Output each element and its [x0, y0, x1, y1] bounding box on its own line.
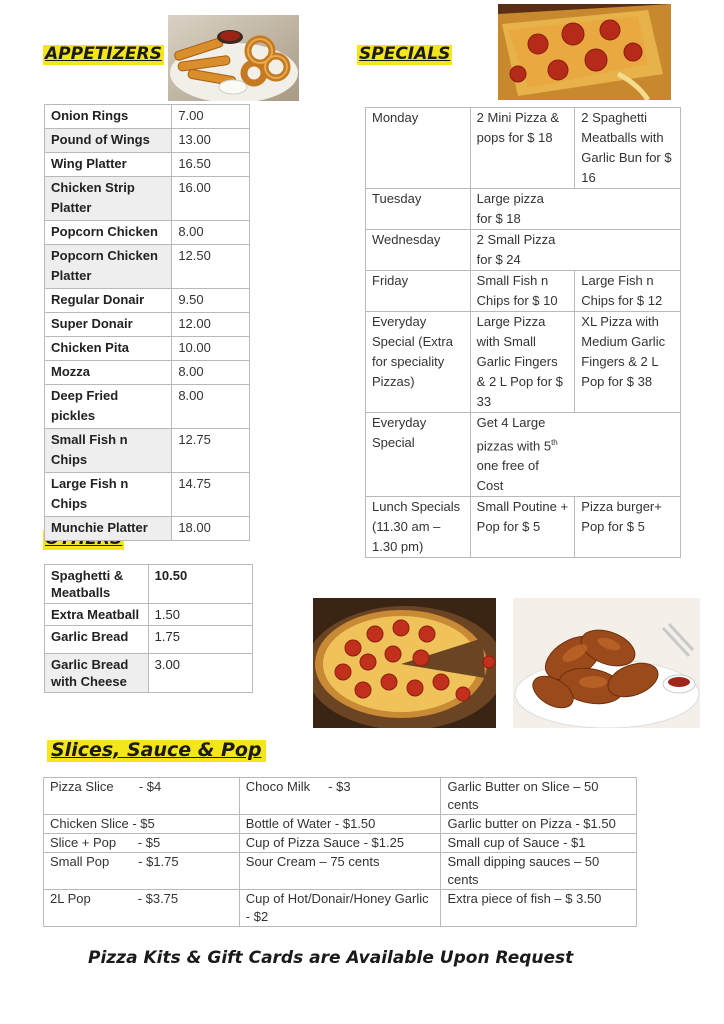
item-name: Popcorn Chicken: [45, 221, 172, 245]
table-row: [45, 626, 253, 654]
pepperoni-pizza-photo: [313, 598, 496, 728]
table-row: [45, 129, 250, 153]
item-name: Large Fish n Chips: [45, 473, 172, 517]
item-price: 10.50: [148, 565, 252, 604]
menu-cell: 2L Pop - $3.75: [44, 890, 240, 927]
item-name: Chicken Pita: [45, 337, 172, 361]
special-offer: 2 Small Pizza for $ 24: [470, 230, 680, 271]
offer-text: one free of Cost: [476, 458, 539, 494]
menu-cell: Small cup of Sauce - $1: [441, 834, 637, 853]
menu-cell: Garlic butter on Pizza - $1.50: [441, 815, 637, 834]
item-price: 8.00: [172, 361, 250, 385]
special-offer: Small Fish n Chips for $ 10: [470, 271, 575, 312]
menu-cell: Sour Cream – 75 cents: [239, 853, 441, 890]
table-row: [44, 890, 637, 927]
special-offer: 2 Mini Pizza & pops for $ 18: [470, 108, 575, 189]
item-name: Pound of Wings: [45, 129, 172, 153]
table-row: [45, 337, 250, 361]
item-name: Popcorn Chicken Platter: [45, 245, 172, 289]
table-row: [366, 497, 681, 558]
table-row: [366, 413, 681, 497]
appetizers-heading: APPETIZERS: [45, 44, 162, 64]
table-row: [45, 177, 250, 221]
table-row: [45, 289, 250, 313]
specials-table: [365, 107, 681, 558]
special-day: Everyday Special (Extra for speciality Pizzas): [366, 312, 471, 413]
table-row: [45, 604, 253, 626]
item-price: 14.75: [172, 473, 250, 517]
special-offer: 2 Spaghetti Meatballs with Garlic Bun for $ 16: [575, 108, 681, 189]
chicken-wings-photo: [513, 598, 700, 728]
table-row: [45, 245, 250, 289]
appetizer-photo: [168, 15, 299, 101]
item-price: 12.00: [172, 313, 250, 337]
item-price: 12.50: [172, 245, 250, 289]
table-row: [45, 105, 250, 129]
menu-cell: Bottle of Water - $1.50: [239, 815, 441, 834]
item-price: 1.50: [148, 604, 252, 626]
item-name: Mozza: [45, 361, 172, 385]
item-price: 18.00: [172, 517, 250, 541]
item-name: Onion Rings: [45, 105, 172, 129]
menu-cell: Small Pop - $1.75: [44, 853, 240, 890]
specials-heading: SPECIALS: [359, 44, 451, 64]
menu-cell: Small dipping sauces – 50 cents: [441, 853, 637, 890]
special-offer: XL Pizza with Medium Garlic Fingers & 2 L Pop for $ 38: [575, 312, 681, 413]
item-price: 1.75: [148, 626, 252, 654]
table-row: [366, 271, 681, 312]
table-row: [45, 473, 250, 517]
menu-cell: Slice + Pop - $5: [44, 834, 240, 853]
footer-note: Pizza Kits & Gift Cards are Available Upon Request: [88, 948, 574, 968]
item-name: Chicken Strip Platter: [45, 177, 172, 221]
menu-cell: Chicken Slice - $5: [44, 815, 240, 834]
table-row: [366, 189, 681, 230]
table-row: [45, 517, 250, 541]
menu-cell: Choco Milk - $3: [239, 778, 441, 815]
menu-cell: Cup of Hot/Donair/Honey Garlic - $2: [239, 890, 441, 927]
item-name: Garlic Bread: [45, 626, 149, 654]
slices-heading: Slices, Sauce & Pop: [47, 740, 266, 762]
menu-cell: Extra piece of fish – $ 3.50: [441, 890, 637, 927]
special-day: Wednesday: [366, 230, 471, 271]
special-offer: [470, 413, 680, 497]
special-offer: Large Pizza with Small Garlic Fingers & 2 L Pop for $ 33: [470, 312, 575, 413]
table-row: [45, 221, 250, 245]
table-row: [45, 385, 250, 429]
table-row: [45, 313, 250, 337]
special-day: Friday: [366, 271, 471, 312]
item-price: 13.00: [172, 129, 250, 153]
table-row: [45, 361, 250, 385]
item-name: Wing Platter: [45, 153, 172, 177]
item-price: 8.00: [172, 385, 250, 429]
menu-cell: Pizza Slice - $4: [44, 778, 240, 815]
item-price: 16.50: [172, 153, 250, 177]
special-offer: Small Poutine + Pop for $ 5: [470, 497, 575, 558]
item-price: 7.00: [172, 105, 250, 129]
item-price: 10.00: [172, 337, 250, 361]
item-price: 12.75: [172, 429, 250, 473]
table-row: [45, 153, 250, 177]
special-offer: Large pizza for $ 18: [470, 189, 680, 230]
item-name: Super Donair: [45, 313, 172, 337]
offer-superscript: th: [551, 438, 558, 447]
special-offer: Pizza burger+ Pop for $ 5: [575, 497, 681, 558]
offer-text: Get 4 Large pizzas with 5: [476, 415, 552, 454]
table-row: [44, 778, 637, 815]
item-price: 9.50: [172, 289, 250, 313]
table-row: [45, 654, 253, 693]
table-row: [44, 815, 637, 834]
item-name: Regular Donair: [45, 289, 172, 313]
item-name: Small Fish n Chips: [45, 429, 172, 473]
menu-cell: Cup of Pizza Sauce - $1.25: [239, 834, 441, 853]
appetizers-table: [44, 104, 250, 541]
special-day: Monday: [366, 108, 471, 189]
slices-sauce-pop-table: [43, 777, 637, 927]
pizza-slice-photo: [498, 4, 671, 100]
item-name: Extra Meatball: [45, 604, 149, 626]
special-day: Tuesday: [366, 189, 471, 230]
special-offer: Large Fish n Chips for $ 12: [575, 271, 681, 312]
table-row: [44, 853, 637, 890]
special-day: Lunch Specials (11.30 am – 1.30 pm): [366, 497, 471, 558]
table-row: [366, 108, 681, 189]
item-price: 8.00: [172, 221, 250, 245]
item-price: 3.00: [148, 654, 252, 693]
item-name: Garlic Bread with Cheese: [45, 654, 149, 693]
special-day: Everyday Special: [366, 413, 471, 497]
item-name: Deep Fried pickles: [45, 385, 172, 429]
item-name: Spaghetti & Meatballs: [45, 565, 149, 604]
item-price: 16.00: [172, 177, 250, 221]
item-name: Munchie Platter: [45, 517, 172, 541]
table-row: [44, 834, 637, 853]
table-row: [45, 565, 253, 604]
menu-cell: Garlic Butter on Slice – 50 cents: [441, 778, 637, 815]
others-table: [44, 564, 253, 693]
table-row: [366, 230, 681, 271]
table-row: [45, 429, 250, 473]
table-row: [366, 312, 681, 413]
